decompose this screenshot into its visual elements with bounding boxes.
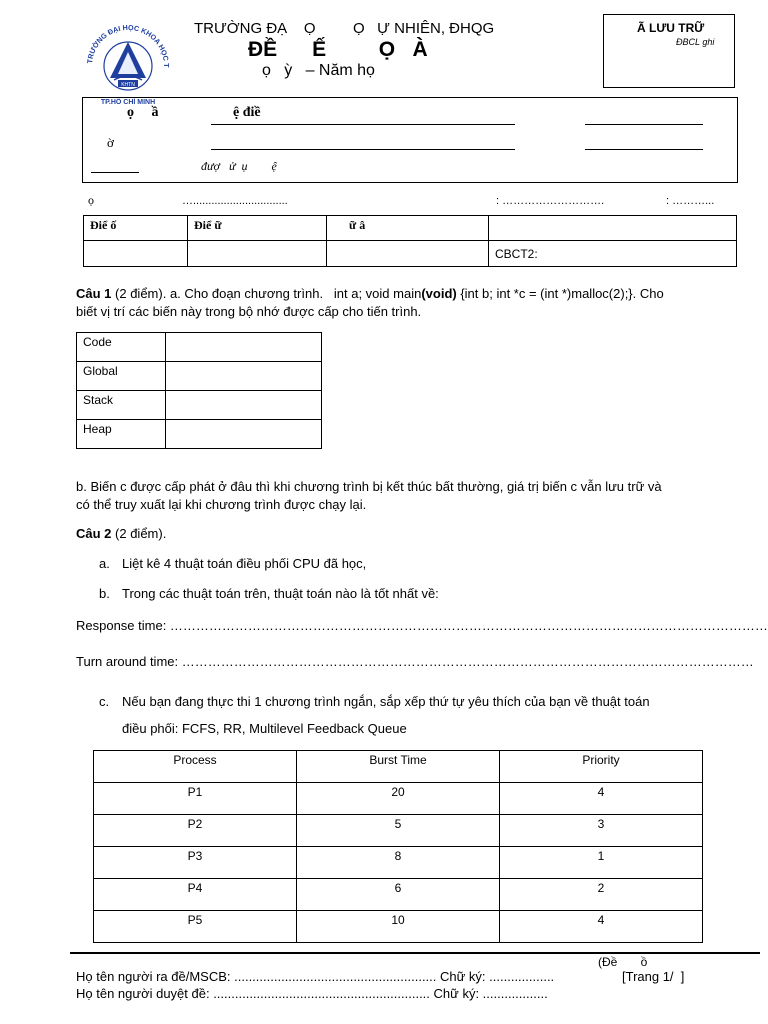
footer-rule: [70, 952, 760, 954]
process-cell: P3: [94, 847, 297, 879]
q1-part-b-line1: b. Biến c được cấp phát ở đâu thì khi chương trình bị kết thúc bất thường, giá trị biến c vẫn lưu trữ và: [76, 479, 662, 494]
priority-cell: 1: [500, 847, 703, 879]
footer-reviewer-line: Họ tên người duyệt đề: ............................................................ Chữ ký: ..................: [76, 986, 548, 1001]
process-header-process: Process: [94, 751, 297, 783]
info-line1-underline: [211, 124, 515, 125]
q2-item-a-text: Liệt kê 4 thuật toán điều phối CPU đã học,: [122, 556, 367, 571]
logo-badge-text: KHTN: [121, 82, 135, 88]
q1-title: Câu 1: [76, 286, 112, 301]
exam-info-box: [82, 97, 738, 183]
q2-points: (2 điểm).: [115, 526, 167, 541]
q2-item-b-mark: b.: [99, 586, 110, 601]
info-line2-right-blank: [585, 149, 703, 150]
q1-points: (2 điểm).: [115, 286, 167, 301]
memory-table: [76, 332, 322, 449]
q2-item-c-line1: Nếu bạn đang thực thi 1 chương trình ngắn, sắp xếp thứ tự yêu thích của bạn về thuật toán: [122, 694, 650, 709]
memory-answer-cell: [166, 333, 322, 362]
q2-item-a-mark: a.: [99, 556, 110, 571]
candidate-label: ọ: [88, 193, 94, 207]
burst-cell: 10: [297, 911, 500, 943]
info-line1-right-blank: [585, 124, 703, 125]
score-header-empty: [489, 216, 737, 241]
process-table: [93, 750, 703, 943]
q1-part-b-line2: có thể truy xuất lại khi chương trình được chạy lại.: [76, 497, 367, 512]
archive-title: Ã LƯU TRỮ: [637, 21, 705, 35]
process-cell: P2: [94, 815, 297, 847]
candidate-name-dots: …...............................: [182, 195, 288, 207]
memory-row-label: Heap: [77, 420, 166, 449]
process-header-burst: Burst Time: [297, 751, 500, 783]
score-cell: [188, 241, 327, 267]
q2-title: Câu 2: [76, 526, 112, 541]
memory-answer-cell: [166, 362, 322, 391]
info-line1-label: ọ ầ: [127, 105, 159, 120]
score-cell: [84, 241, 188, 267]
priority-cell: 4: [500, 783, 703, 815]
score-cbct2: CBCT2:: [489, 241, 737, 267]
footer-page-number: [Trang 1/ ]: [622, 969, 685, 984]
info-line3-blank: [91, 172, 139, 173]
q2-item-b-text: Trong các thuật toán trên, thuật toán nào là tốt nhất về:: [122, 586, 439, 601]
process-header-priority: Priority: [500, 751, 703, 783]
logo-ring-text: TRƯỜNG ĐẠI HỌC KHOA HỌC T: [85, 22, 172, 68]
memory-row-label: Global: [77, 362, 166, 391]
burst-cell: 5: [297, 815, 500, 847]
process-cell: P5: [94, 911, 297, 943]
score-cell: [327, 241, 489, 267]
exam-term: ọ ỳ – Năm họ: [262, 62, 375, 79]
turnaround-time-line: Turn around time: ……………………………………………………………………………………………………………………: [76, 654, 754, 669]
exam-title: ĐỀ Ế Ọ À: [248, 38, 428, 61]
q1-void-keyword: (void): [421, 286, 457, 301]
q1-line2: biết vị trí các biến này trong bộ nhớ được cấp cho tiến trình.: [76, 304, 422, 319]
response-time-line: Response time: …………………………………………………………………………………………………………………………: [76, 618, 768, 633]
memory-answer-cell: [166, 391, 322, 420]
memory-row-label: Code: [77, 333, 166, 362]
q1-text-b: {int b; int *c = (int *)malloc(2);}. Cho: [456, 286, 664, 301]
info-line1-value: ệ điề: [233, 105, 261, 120]
university-logo: [78, 16, 178, 108]
score-header-number: Điể ố: [84, 216, 188, 241]
score-header-words: Điể ữ: [188, 216, 327, 241]
memory-answer-cell: [166, 420, 322, 449]
q1-line1: [76, 286, 664, 301]
process-cell: P1: [94, 783, 297, 815]
footer-note: (Đề ồ: [598, 955, 648, 969]
q2-heading: [76, 526, 166, 541]
q2-item-c-line2: điều phối: FCFS, RR, Multilevel Feedback Queue: [122, 721, 407, 736]
archive-note: ĐBCL ghi: [676, 37, 715, 47]
priority-cell: 3: [500, 815, 703, 847]
process-cell: P4: [94, 879, 297, 911]
q2-item-c-mark: c.: [99, 694, 110, 709]
burst-cell: 8: [297, 847, 500, 879]
score-header-signature: ữ â: [327, 216, 489, 241]
archive-box: [603, 14, 735, 88]
candidate-right-dots: : ………...: [666, 195, 715, 207]
footer-author-line: Họ tên người ra đề/MSCB: ........................................................ Chữ ký: ..................: [76, 969, 555, 984]
burst-cell: 20: [297, 783, 500, 815]
candidate-mid-dots: : ……………………….: [496, 195, 605, 207]
school-name: TRƯỜNG ĐẠ Ọ Ọ Ự NHIÊN, ĐHQG: [194, 20, 495, 37]
score-table: [83, 215, 737, 267]
priority-cell: 4: [500, 911, 703, 943]
info-line2-underline: [211, 149, 515, 150]
q1-text-a: a. Cho đoạn chương trình. int a; void main: [169, 286, 422, 301]
logo-city: TP.HỒ CHÍ MINH: [100, 99, 156, 106]
burst-cell: 6: [297, 879, 500, 911]
priority-cell: 2: [500, 879, 703, 911]
info-line2-label: ờ: [107, 135, 114, 150]
memory-row-label: Stack: [77, 391, 166, 420]
info-line3-note: đượ ử ụ ệ: [201, 159, 277, 173]
